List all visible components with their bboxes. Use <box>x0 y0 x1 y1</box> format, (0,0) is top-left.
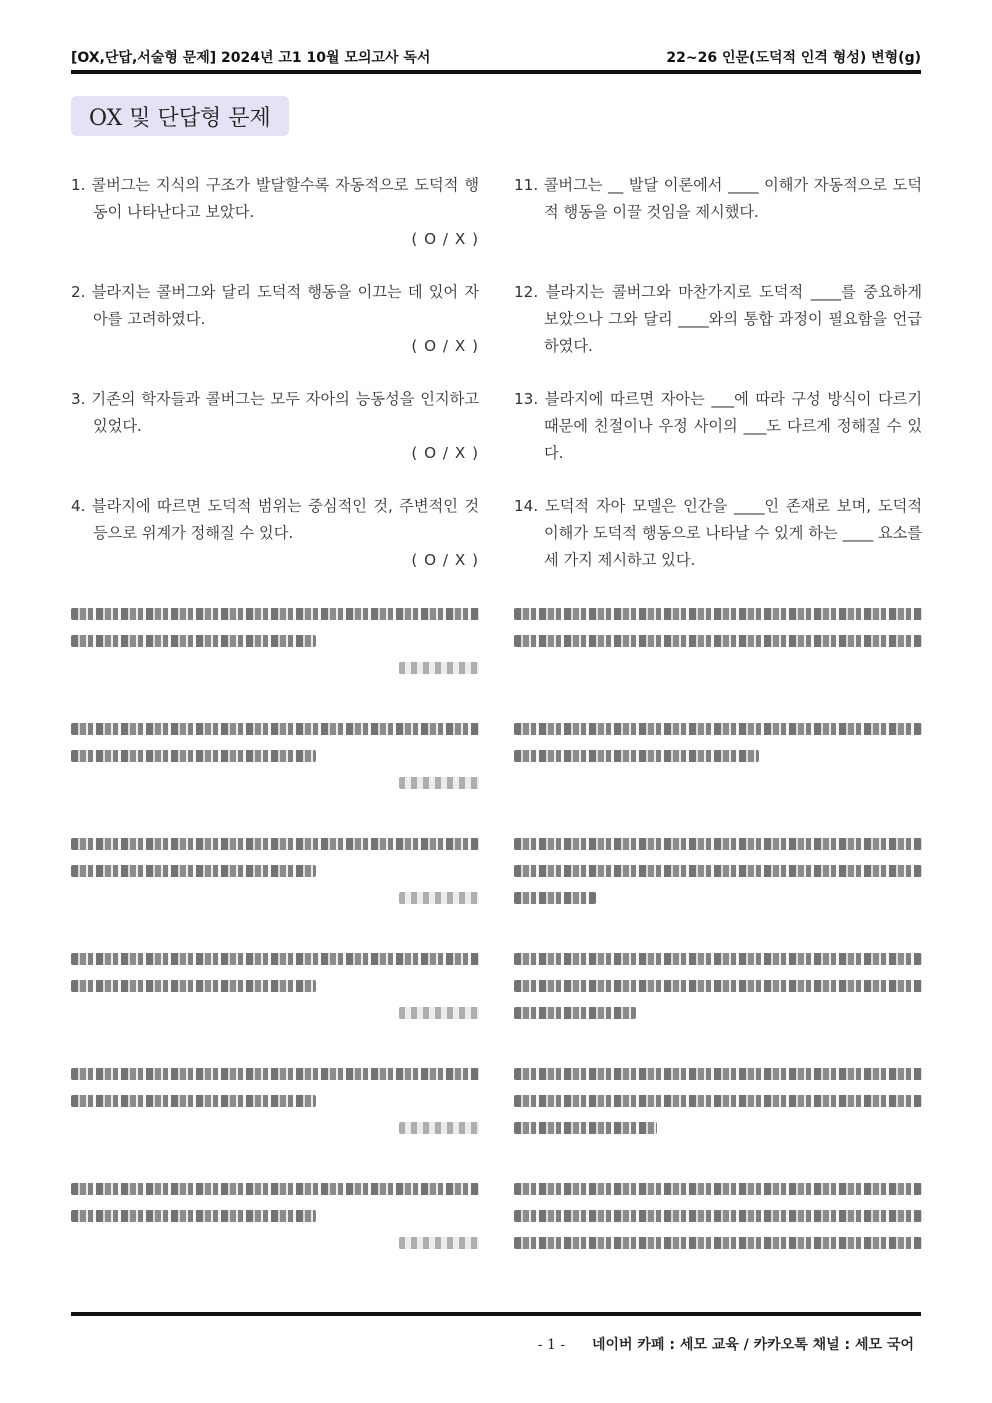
question-text: 3. 기존의 학자들과 콜버그는 모두 자아의 능동성을 인지하고 있었다. <box>71 390 479 435</box>
redacted-line <box>71 608 479 620</box>
question-text: 12. 블라지는 콜버그와 마찬가지로 도덕적 ____를 중요하게 보았으나 그와 달리 ____와의 통합 과정이 필요함을 언급하였다. <box>514 283 922 355</box>
redacted-line <box>71 635 316 647</box>
redacted-line <box>71 1068 479 1080</box>
redacted-line <box>514 838 922 850</box>
blurred-question <box>514 723 922 830</box>
header-subtitle: 22~26 인문(도덕적 인격 형성) 변형(g) <box>666 50 921 66</box>
redacted-line <box>514 635 922 647</box>
redacted-ox <box>399 1122 479 1134</box>
redacted-ox <box>399 662 479 674</box>
blurred-question <box>71 608 479 715</box>
redacted-line <box>514 608 922 620</box>
section-title: OX 및 단답형 문제 <box>71 96 289 136</box>
redacted-line <box>514 1210 922 1222</box>
question-11 <box>514 172 922 279</box>
footer-divider <box>71 1312 921 1316</box>
blurred-question <box>514 1068 922 1175</box>
page-number: - 1 - <box>537 1337 566 1353</box>
redacted-ox <box>399 777 479 789</box>
ox-marker[interactable]: ( O / X ) <box>411 230 479 248</box>
question-4 <box>71 493 479 600</box>
question-text: 2. 블라지는 콜버그와 달리 도덕적 행동을 이끄는 데 있어 자아를 고려하였다. <box>71 283 479 328</box>
right-column <box>514 172 922 1290</box>
left-column <box>71 172 479 1290</box>
blurred-question <box>71 838 479 945</box>
redacted-line <box>71 723 479 735</box>
blurred-question <box>514 838 922 945</box>
question-text: 14. 도덕적 자아 모델은 인간을 ____인 존재로 보며, 도덕적 이해가 도덕적 행동으로 나타날 수 있게 하는 ____ 요소를 세 가지 제시하고 있다. <box>514 497 922 569</box>
redacted-line <box>71 1210 316 1222</box>
blurred-question <box>514 953 922 1060</box>
redacted-line <box>514 892 596 904</box>
header-divider <box>71 70 921 74</box>
redacted-line <box>71 865 316 877</box>
redacted-line <box>514 1068 922 1080</box>
redacted-ox <box>399 1237 479 1249</box>
question-14 <box>514 493 922 600</box>
blurred-question <box>71 1183 479 1290</box>
redacted-line <box>514 750 759 762</box>
redacted-line <box>514 723 922 735</box>
footer-text: 네이버 카페 : 세모 교육 / 카카오톡 채널 : 세모 국어 <box>591 1337 914 1353</box>
redacted-line <box>71 838 479 850</box>
redacted-line <box>514 1183 922 1195</box>
blurred-question <box>514 1183 922 1290</box>
ox-marker[interactable]: ( O / X ) <box>411 551 479 569</box>
redacted-line <box>71 750 316 762</box>
blurred-question <box>71 723 479 830</box>
redacted-ox <box>399 892 479 904</box>
question-text: 4. 블라지에 따르면 도덕적 범위는 중심적인 것, 주변적인 것 등으로 위계가 정해질 수 있다. <box>71 497 479 542</box>
redacted-line <box>71 953 479 965</box>
blurred-question <box>514 608 922 715</box>
redacted-line <box>514 1095 922 1107</box>
question-text: 11. 콜버그는 __ 발달 이론에서 ____ 이해가 자동적으로 도덕적 행동을 이끌 것임을 제시했다. <box>514 176 922 221</box>
question-2 <box>71 279 479 386</box>
ox-marker[interactable]: ( O / X ) <box>411 444 479 462</box>
question-3 <box>71 386 479 493</box>
header-title: [OX,단답,서술형 문제] 2024년 고1 10월 모의고사 독서 <box>71 50 431 66</box>
question-text: 1. 콜버그는 지식의 구조가 발달할수록 자동적으로 도덕적 행동이 나타난다고 보았다. <box>71 176 479 221</box>
blurred-question <box>71 1068 479 1175</box>
redacted-line <box>514 953 922 965</box>
ox-marker[interactable]: ( O / X ) <box>411 337 479 355</box>
blurred-question <box>71 953 479 1060</box>
redacted-line <box>514 865 922 877</box>
redacted-ox <box>399 1007 479 1019</box>
question-1 <box>71 172 479 279</box>
redacted-line <box>71 1183 479 1195</box>
question-13 <box>514 386 922 493</box>
question-text: 13. 블라지에 따르면 자아는 ___에 따라 구성 방식이 다르기 때문에 친절이나 우정 사이의 ___도 다르게 정해질 수 있다. <box>514 390 922 462</box>
redacted-line <box>71 1095 316 1107</box>
redacted-line <box>71 980 316 992</box>
redacted-line <box>514 1122 657 1134</box>
redacted-line <box>514 1007 636 1019</box>
question-12 <box>514 279 922 386</box>
page-header <box>71 44 921 70</box>
page-footer <box>538 1334 914 1354</box>
redacted-line <box>514 1237 922 1249</box>
redacted-line <box>514 980 922 992</box>
